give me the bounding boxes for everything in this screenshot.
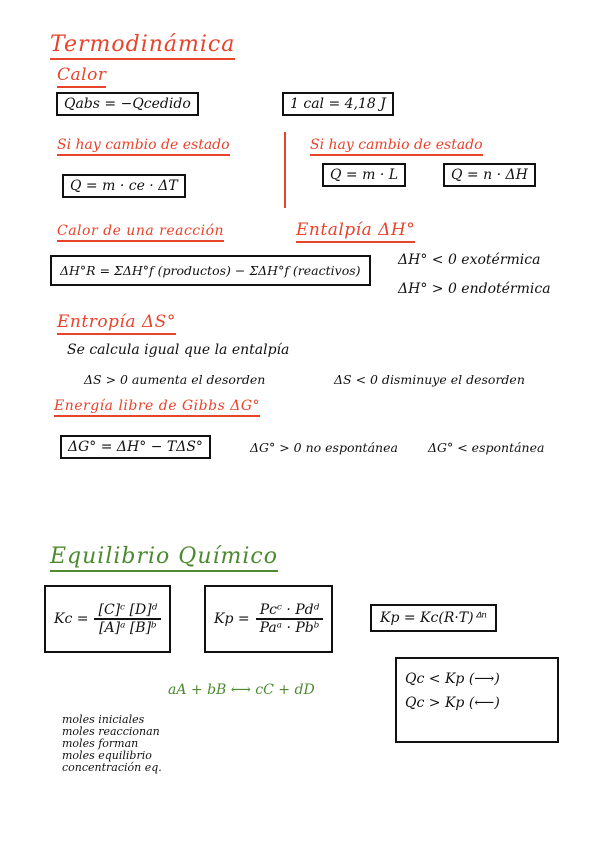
equilibrium-reaction: aA + bB ⟷ cC + dD [168,682,315,698]
kc-numerator: [C]ᶜ [D]ᵈ [94,602,161,620]
cambio-estado-left: Si hay cambio de estado [57,137,230,156]
reaccion-heading: Calor de una reacción [57,223,224,242]
formula-calorie: 1 cal = 4,18 J [282,92,394,116]
list-item: moles iniciales [62,713,145,726]
list-item: moles forman [62,737,139,750]
qc-less-than: Qc < Kp (⟶) [405,671,500,687]
thermo-title: Termodinámica [50,32,235,60]
entropia-heading: Entropía ΔS° [57,312,176,335]
entropia-note: Se calcula igual que la entalpía [67,342,290,358]
entropia-decrease: ΔS < 0 disminuye el desorden [334,372,525,387]
kc-fraction [94,602,161,636]
list-item: concentración eq. [62,761,162,774]
kp-numerator: Pcᶜ · Pdᵈ [256,602,324,620]
endotermica-note: ΔH° > 0 endotérmica [398,281,551,297]
list-item: moles reaccionan [62,725,160,738]
kp-label: Kp = [214,611,250,627]
formula-q-abs: Qabs = −Qcedido [56,92,199,116]
moles-list [62,714,162,774]
kp-denominator: Paᵃ · Pbᵇ [259,620,320,636]
gibbs-espontanea: ΔG° < espontánea [428,440,545,455]
divider-line [284,132,286,208]
kc-denominator: [A]ᵃ [B]ᵇ [99,620,157,636]
kc-box [44,585,171,653]
formula-ml: Q = m · L [322,163,406,187]
entalpia-heading: Entalpía ΔH° [296,220,415,243]
kc-label: Kc = [54,611,89,627]
entropia-increase: ΔS > 0 aumenta el desorden [84,372,266,387]
entalpia-formula: ΔH°R = ΣΔH°f (productos) − ΣΔH°f (reactivos) [50,255,371,286]
qc-greater-than: Qc > Kp (⟵) [405,695,500,711]
gibbs-heading: Energía libre de Gibbs ΔG° [54,398,260,417]
gibbs-no-espontanea: ΔG° > 0 no espontánea [250,440,398,455]
exotermica-note: ΔH° < 0 exotérmica [398,252,541,268]
list-item: moles equilibrio [62,749,152,762]
formula-nh: Q = n · ΔH [443,163,536,187]
formula-mcdt: Q = m · ce · ΔT [62,174,186,198]
equilibrio-title: Equilibrio Químico [50,544,278,572]
kp-kc-formula: Kp = Kc(R·T)ᐞⁿ [370,604,497,632]
gibbs-formula: ΔG° = ΔH° − TΔS° [60,435,211,459]
calor-heading: Calor [57,65,106,88]
qc-box [395,657,559,743]
cambio-estado-right: Si hay cambio de estado [310,137,483,156]
kp-fraction [256,602,324,636]
kp-box [204,585,333,653]
